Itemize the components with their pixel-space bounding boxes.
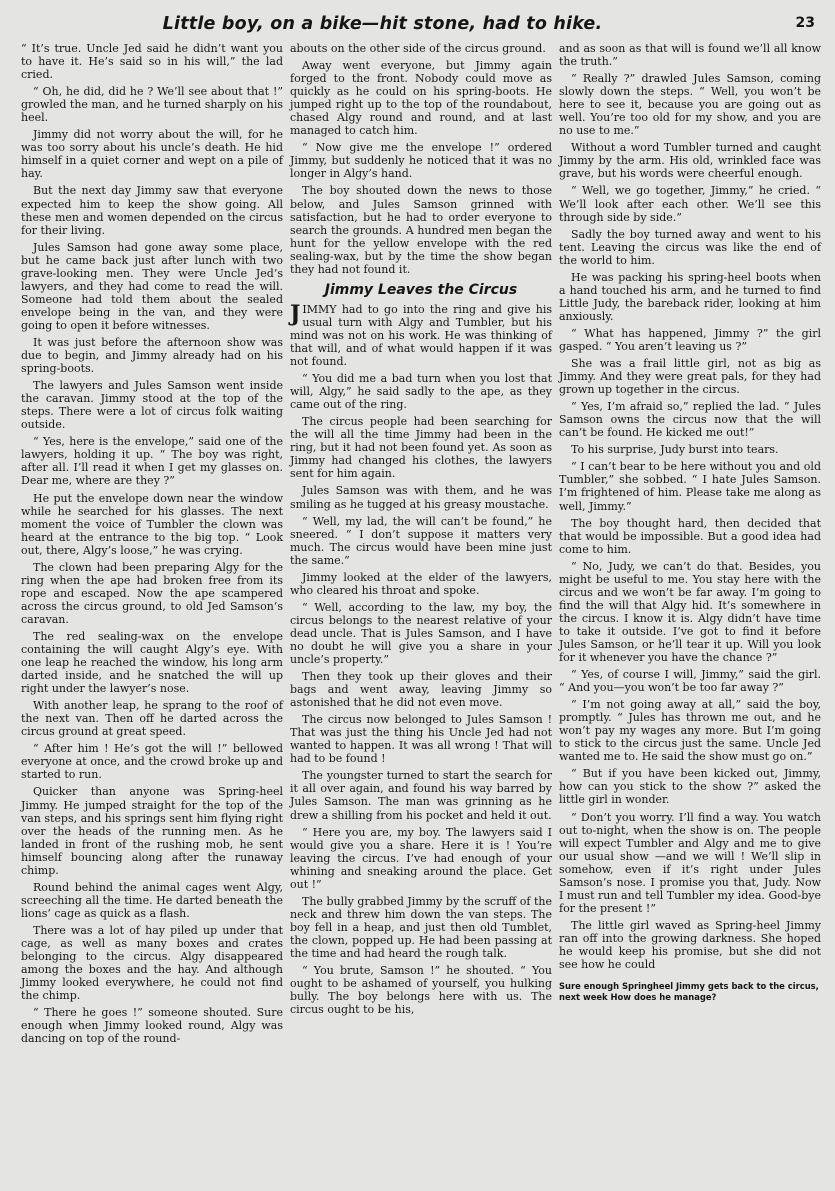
paragraph: “ You brute, Samson !” he shouted. “ You ought to be ashamed of yourself, you hulking bully. The boy belongs here with us. The circus ought to be his, [290, 964, 552, 1017]
paragraph: “ I can’t bear to be here without you and old Tumbler,” she sobbed. “ I hate Jules Samson. I’m frightened of him. Please take me along as well, Jimmy.” [559, 460, 821, 513]
paragraph: “ No, Judy, we can’t do that. Besides, you might be useful to me. You stay here with the circus and we won’t be far away. I’m going to find the will that Algy hid. It’s somewhere in the circus. I know it is. Algy didn’t have time to take it outside. I’ve got to find it before Jules Samson, or he’ll tear it up. Will you look for it whenever you have the chance ?” [559, 559, 821, 665]
paragraph: “ Now give me the envelope !” ordered Jimmy, but suddenly he noticed that it was no longer in Algy’s hand. [290, 141, 552, 181]
paragraph: “ Don’t you worry. I’ll find a way. You watch out to-night, when the show is on. The people will expect Tumbler and Algy and me to give our usual show —and we will ! We’ll slip in somehow, even if it’s right under Jules Samson’s nose. I promise you that, Judy. Now I must run and tell Tumbler my idea. Good-bye for the present !” [559, 810, 821, 915]
paragraph: With another leap, he sprang to the roof of the next van. Then off he darted across the circus ground at great speed. [21, 699, 283, 739]
paragraph: Round behind the animal cages went Algy, screeching all the time. He darted beneath the lions’ cage as quick as a flash. [21, 880, 283, 920]
paragraph: The little girl waved as Spring-heel Jimmy ran off into the growing darkness. She hoped he would keep his promise, but she did not see how he could [559, 918, 821, 972]
paragraph: “ I’m not going away at all,” said the boy, promptly. “ Jules has thrown me out, and he won’t pay my wages any more. But I’m going to stick to the circus just the same. Uncle Jed wanted me to. He said the show must go on.” [559, 698, 821, 764]
paragraph: The bully grabbed Jimmy by the scruff of the neck and threw him down the van steps. The boy fell in a heap, and just then old Tumblet, the clown, popped up. He had been passing at the time and had heard the rough talk. [290, 894, 552, 960]
paragraph: Quicker than anyone was Spring-heel Jimmy. He jumped straight for the top of the van steps, and his springs sent him flying right over the heads of the running men. As he landed in front of the rushing mob, he sent himself bouncing along after the runaway chimp. [21, 785, 283, 877]
column-3 [559, 42, 821, 1003]
paragraph: The circus now belonged to Jules Samson ! That was just the thing his Uncle Jed had not wanted to happen. It was all wrong ! That will had to be found ! [290, 713, 552, 766]
paragraph: and as soon as that will is found we’ll all know the truth.” [559, 42, 821, 69]
page-number: 23 [795, 15, 815, 31]
paragraph: “ Yes, here is the envelope,” said one of the lawyers, holding it up. “ The boy was right, after all. I’ll read it when I get my glasses on. Dear me, where are they ?” [21, 435, 283, 488]
paragraph: The red sealing-wax on the envelope containing the will caught Algy’s eye. With one leap he reached the window, his long arm darted inside, and he snatched the will up right under the lawyer’s nose. [21, 629, 283, 696]
paragraph: Then they took up their gloves and their bags and went away, leaving Jimmy so astonished that he did not even move. [290, 670, 552, 710]
paragraph: “ Well, we go together, Jimmy,” he cried. “ We’ll look after each other. We’ll see this through side by side.” [559, 184, 821, 224]
paragraph: Jules Samson had gone away some place, but he came back just after lunch with two grave-looking men. They were Uncle Jed’s lawyers, and they had come to read the will. Someone had told them about the sealed envelope being in the van, and they were going to open it before witnesses. [21, 240, 283, 332]
paragraph: “ But if you have been kicked out, Jimmy, how can you stick to the show ?” asked the little girl in wonder. [559, 767, 821, 807]
paragraph: Away went everyone, but Jimmy again forged to the front. Nobody could move as quickly as he could on his spring-boots. He jumped right up to the top of the roundabout, chased Algy round and round, and at last managed to catch him. [290, 59, 552, 138]
paragraph: There was a lot of hay piled up under that cage, as well as many boxes and crates belonging to the circus. Algy disappeared among the boxes and the hay. And although Jimmy looked everywhere, he could not find the chimp. [21, 923, 283, 1003]
paragraph: The boy thought hard, then decided that that would be impossible. But a good idea had come to him. [559, 516, 821, 556]
paragraph: To his surprise, Judy burst into tears. [571, 443, 779, 457]
paragraph: “ Yes, I’m afraid so,” replied the lad. “ Jules Samson owns the circus now that the will can’t be found. He kicked me out!” [559, 400, 821, 440]
next-week-teaser: Sure enough Springheel Jimmy gets back to the circus, next week How does he manage? [559, 981, 819, 1003]
paragraph: “ Yes, of course I will, Jimmy,” said the girl. “ And you—you won’t be too far away ?” [559, 668, 821, 695]
paragraph: “ After him ! He’s got the will !” bellowed everyone at once, and the crowd broke up and started to run. [21, 742, 283, 782]
drop-cap-word: IMMY [302, 302, 337, 316]
paragraph: The boy shouted down the news to those below, and Jules Samson grinned with satisfaction, but he had to order everyone to search the grounds. A hundred men began the hunt for the yellow envelope with the red sealing-wax, but by the time the show began they had not found it. [290, 184, 552, 276]
paragraph: “ Really ?” drawled Jules Samson, coming slowly down the steps. “ Well, you won’t be here to see it, because you are going out as well. You’re too old for my show, and you are no use to me.” [559, 72, 821, 138]
column-2 [290, 42, 552, 1020]
paragraph: “ There he goes !” someone shouted. Sure enough when Jimmy looked round, Algy was dancing on top of the round- [21, 1006, 283, 1046]
drop-cap-letter: J [290, 300, 301, 327]
paragraph: The clown had been preparing Algy for the ring when the ape had broken free from its rope and escaped. Now the ape scampered across the circus ground, to old Jed Samson’s caravan. [21, 560, 283, 626]
section-heading: Jimmy Leaves the Circus [324, 281, 518, 298]
paragraph: “ Well, my lad, the will can’t be found,” he sneered. “ I don’t suppose it matters very much. The circus would have been mine just the same.” [290, 514, 552, 567]
paragraph: Jimmy did not worry about the will, for he was too sorry about his uncle’s death. He hid himself in a quiet corner and wept on a pile of hay. [21, 128, 283, 181]
paragraph: Without a word Tumbler turned and caught Jimmy by the arm. His old, wrinkled face was grave, but his words were cheerful enough. [559, 141, 821, 181]
page-header [0, 14, 835, 44]
paragraph: “ What has happened, Jimmy ?” the girl gasped. “ You aren’t leaving us ?” [559, 326, 821, 353]
paragraph: The circus people had been searching for the will all the time Jimmy had been in the ring, but it had not been found yet. As soon as Jimmy had changed his clothes, the lawyers sent for him again. [290, 415, 552, 481]
paragraph: Jules Samson was with them, and he was smiling as he tugged at his greasy moustache. [290, 484, 552, 511]
paragraph: But the next day Jimmy saw that everyone expected him to keep the show going. All these men and women depended on the circus for their living. [21, 184, 283, 237]
paragraph: abouts on the other side of the circus ground. [290, 42, 546, 55]
paragraph: Jimmy looked at the elder of the lawyers, who cleared his throat and spoke. [290, 570, 552, 597]
paragraph: “ Here you are, my boy. The lawyers said I would give you a share. Here it is ! You’re leaving the circus. I’ve had enough of your whining and sneaking around the place. Get out !” [290, 825, 552, 891]
paragraph-drop-cap [290, 300, 552, 369]
paragraph: It was just before the afternoon show was due to begin, and Jimmy already had on his spring-boots. [21, 335, 283, 376]
paragraph: The youngster turned to start the search for it all over again, and found his way barred by Jules Samson. The man was grinning as he drew a shilling from his pocket and held it out. [290, 769, 552, 822]
paragraph: The lawyers and Jules Samson went inside the caravan. Jimmy stood at the top of the steps. There were a lot of circus folk waiting outside. [21, 379, 283, 432]
paragraph: He was packing his spring-heel boots when a hand touched his arm, and he turned to find Little Judy, the bareback rider, looking at him anxiously. [559, 270, 821, 323]
paragraph: He put the envelope down near the window while he searched for his glasses. The next moment the voice of Tumbler the clown was heard at the entrance to the big top. “ Look out, there, Algy’s loose,” he was crying. [21, 491, 283, 557]
running-head: Little boy, on a bike—hit stone, had to hike. [162, 14, 603, 34]
paragraph: “ Oh, he did, did he ? We’ll see about that !” growled the man, and he turned sharply on his heel. [21, 85, 283, 125]
paragraph: She was a frail little girl, not as big as Jimmy. And they were great pals, for they had grown up together in the circus. [559, 357, 821, 397]
paragraph: Sadly the boy turned away and went to his tent. Leaving the circus was like the end of the world to him. [559, 227, 821, 267]
column-1 [21, 42, 283, 1049]
paragraph: “ It’s true. Uncle Jed said he didn’t want you to have it. He’s said so in his will,” the lad cried. [21, 42, 283, 82]
paragraph: “ You did me a bad turn when you lost that will, Algy,” he said sadly to the ape, as they came out of the ring. [290, 372, 552, 412]
paragraph: “ Well, according to the law, my boy, the circus belongs to the nearest relative of your dead uncle. That is Jules Samson, and I have no doubt he will give you a share in your uncle’s property.” [290, 600, 552, 667]
paragraph-text: had to go into the ring and give his usual turn with Algy and Tumbler, but his mind was not on his work. He was thinking of that will, and of what would happen if it was not found. [290, 302, 552, 369]
